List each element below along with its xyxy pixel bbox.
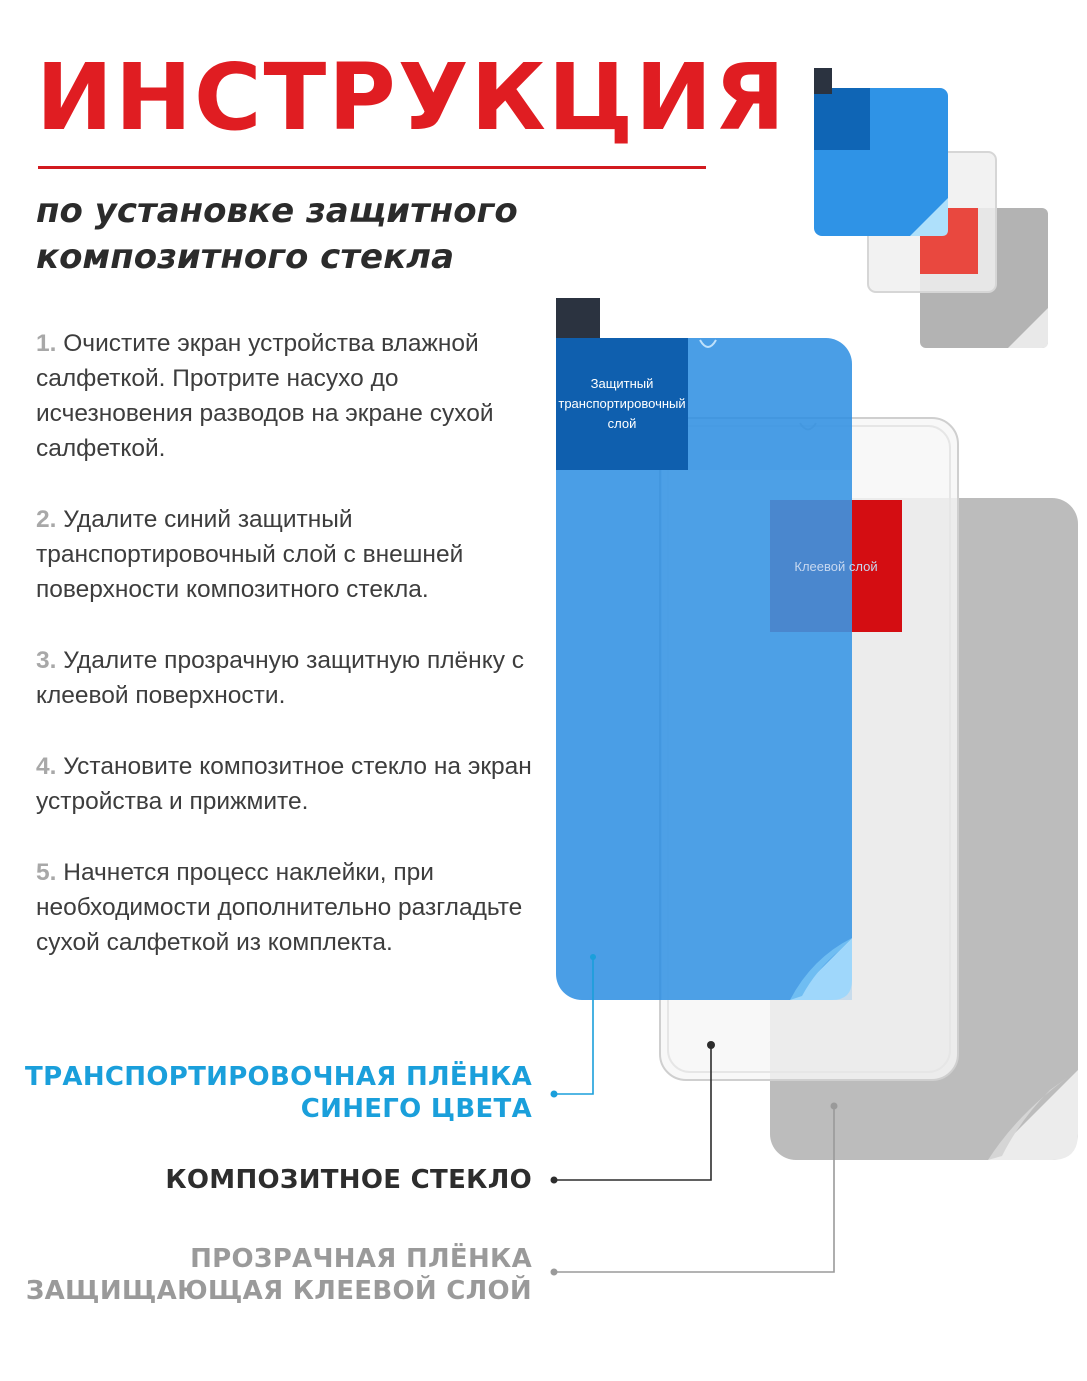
step-text: Установите композитное стекло на экран устройства и прижмите. <box>36 753 532 815</box>
legend-gray-line1: ПРОЗРАЧНАЯ ПЛЁНКА <box>190 1244 532 1274</box>
dark-pull-tab <box>556 298 600 342</box>
blue-leader-line <box>554 957 593 1094</box>
step-2 <box>36 502 556 607</box>
step-text: Очистите экран устройства влажной салфеткой. Протрите насухо до исчезновения разводов на экране сухой салфеткой. <box>36 330 494 462</box>
red-tag-label: Клеевой слой <box>794 559 878 574</box>
step-number: 1. <box>36 330 57 357</box>
step-number: 4. <box>36 753 57 780</box>
legend-gray-line2: ЗАЩИЩАЮЩАЯ КЛЕЕВОЙ СЛОЙ <box>25 1276 532 1306</box>
glass-leader-line <box>554 1045 711 1180</box>
step-number: 5. <box>36 859 57 886</box>
title-underline <box>38 166 706 169</box>
step-number: 3. <box>36 647 57 674</box>
icon-blue-tag <box>814 88 870 150</box>
step-5 <box>36 855 556 960</box>
icon-dark-tab <box>814 68 832 94</box>
legend-glass <box>165 1164 532 1196</box>
instruction-steps <box>36 326 556 996</box>
leader-lines <box>540 940 860 1290</box>
step-text: Удалите синий защитный транспортировочный слой с внешней поверхности композитного стекла. <box>36 506 464 603</box>
page-title: ИНСТРУКЦИЯ <box>36 44 788 151</box>
page-subtitle: по установке защитного композитного стекла <box>36 191 518 277</box>
blue-tag-label: Защитный транспортировочный слой <box>558 376 686 431</box>
legend-blue-film <box>25 1061 532 1125</box>
step-text: Начнется процесс наклейки, при необходимости дополнительно разгладьте сухой салфеткой из комплекта. <box>36 859 523 956</box>
step-3 <box>36 643 556 713</box>
legend-gray-film <box>26 1243 532 1307</box>
step-1 <box>36 326 556 466</box>
step-text: Удалите прозрачную защитную плёнку с клеевой поверхности. <box>36 647 525 709</box>
step-4 <box>36 749 556 819</box>
step-number: 2. <box>36 506 57 533</box>
gray-leader-line <box>554 1106 834 1272</box>
legend-blue-line2: СИНЕГО ЦВЕТА <box>300 1094 532 1124</box>
legend-glass-text: КОМПОЗИТНОЕ СТЕКЛО <box>165 1165 532 1195</box>
legend-blue-line1: ТРАНСПОРТИРОВОЧНАЯ ПЛЁНКА <box>25 1062 532 1092</box>
